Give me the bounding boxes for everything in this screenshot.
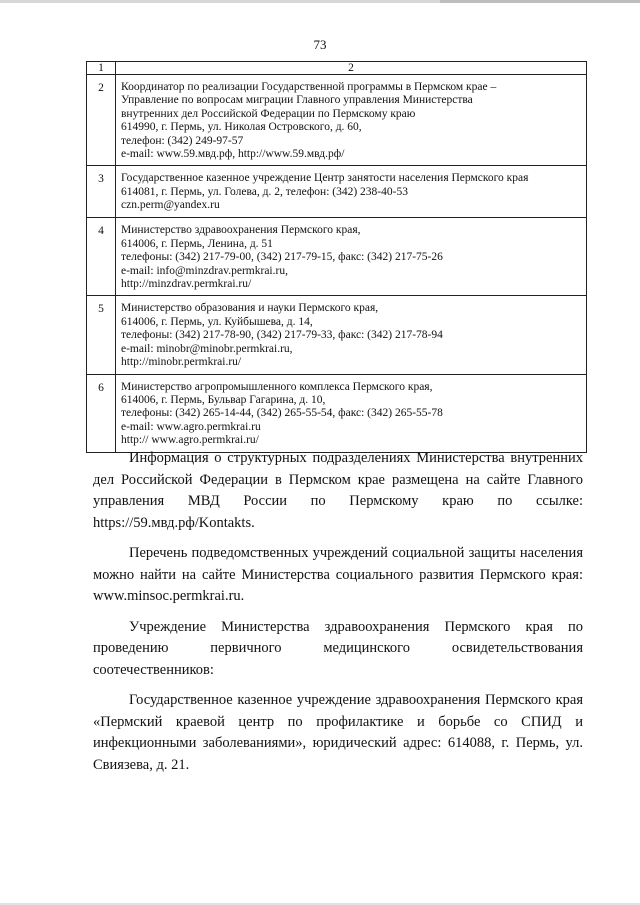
row-content-line: Министерство здравоохранения Пермского края, xyxy=(121,224,361,237)
column-header-number: 1 xyxy=(87,62,116,75)
table-row xyxy=(87,166,587,218)
row-content xyxy=(116,218,587,296)
row-content-line: 614990, г. Пермь, ул. Николая Островского, д. 60, xyxy=(121,121,362,134)
row-content xyxy=(116,166,587,218)
page-number: 73 xyxy=(313,37,327,52)
row-content-line: Министерство агропромышленного комплекса Пермского края, xyxy=(121,380,433,393)
row-content-line: Координатор по реализации Государственной программы в Пермском крае – xyxy=(121,81,497,93)
row-content-line: телефоны: (342) 217-78-90, (342) 217-79-33, факс: (342) 217-78-94 xyxy=(121,329,443,342)
row-content-line: e-mail: minobr@minobr.permkrai.ru, xyxy=(121,342,293,355)
row-number: 5 xyxy=(87,296,116,374)
row-content-line: телефон: (342) 249-97-57 xyxy=(121,134,244,147)
row-content xyxy=(116,374,587,452)
row-content-line: e-mail: www.59.мвд.рф, http://www.59.мвд.рф/ xyxy=(121,148,345,161)
row-content-line: http://minzdrav.permkrai.ru/ xyxy=(121,278,252,291)
table-row xyxy=(87,296,587,374)
row-content-line: 614006, г. Пермь, Бульвар Гагарина, д. 10, xyxy=(121,393,326,406)
table-row xyxy=(87,75,587,166)
row-content-line: Государственное казенное учреждение Центр занятости населения Пермского края xyxy=(121,172,529,185)
row-content-line: 614006, г. Пермь, Ленина, д. 51 xyxy=(121,237,273,250)
row-content-line: внутренних дел Российской Федерации по Пермскому краю xyxy=(121,107,416,120)
table-row xyxy=(87,218,587,296)
row-content-line: Министерство образования и науки Пермского края, xyxy=(121,302,379,315)
body-text xyxy=(93,448,583,785)
contacts-table xyxy=(86,61,587,453)
row-content-line: czn.perm@yandex.ru xyxy=(121,199,220,212)
paragraph: Информация о структурных подразделениях Министерства внутренних дел Российской Федерации в Пермском крае размещена на сайте Главного управления МВД России по Пермскому краю по ссылке: https://59.мвд.рф/Kontakts. xyxy=(93,450,583,531)
row-number: 3 xyxy=(87,166,116,218)
row-content xyxy=(116,75,587,166)
row-number: 2 xyxy=(87,75,116,166)
row-number: 4 xyxy=(87,218,116,296)
row-content-line: e-mail: www.agro.permkrai.ru xyxy=(121,420,261,433)
table-header-row xyxy=(87,62,587,75)
row-content xyxy=(116,296,587,374)
row-content-line: 614081, г. Пермь, ул. Голева, д. 2, телефон: (342) 238-40-53 xyxy=(121,185,408,198)
table-row xyxy=(87,374,587,452)
row-content-line: Управление по вопросам миграции Главного управления Министерства xyxy=(121,94,473,107)
scan-top-edge xyxy=(0,0,640,3)
table-body xyxy=(87,75,587,453)
paragraph: Государственное казенное учреждение здравоохранения Пермского края «Пермский краевой центр по профилактике и борьбе со СПИД и инфекционными заболеваниями», юридический адрес: 614088, г. Пермь, ул. Свиязева, д. 21. xyxy=(93,692,583,773)
row-content-line: телефоны: (342) 217-79-00, (342) 217-79-15, факс: (342) 217-75-26 xyxy=(121,251,443,264)
paragraph: Перечень подведомственных учреждений социальной защиты населения можно найти на сайте Министерства социального развития Пермского края: www.minsoc.permkrai.ru. xyxy=(93,545,583,604)
row-content-line: телефоны: (342) 265-14-44, (342) 265-55-54, факс: (342) 265-55-78 xyxy=(121,407,443,420)
column-header-content: 2 xyxy=(116,62,587,75)
row-number: 6 xyxy=(87,374,116,452)
row-content-line: e-mail: info@minzdrav.permkrai.ru, xyxy=(121,264,288,277)
paragraph: Учреждение Министерства здравоохранения Пермского края по проведению первичного медицинского освидетельствования соотечественников: xyxy=(93,618,583,678)
row-content-line: http:// www.agro.permkrai.ru/ xyxy=(121,434,259,447)
row-content-line: http://minobr.permkrai.ru/ xyxy=(121,356,242,369)
row-content-line: 614006, г. Пермь, ул. Куйбышева, д. 14, xyxy=(121,315,313,328)
